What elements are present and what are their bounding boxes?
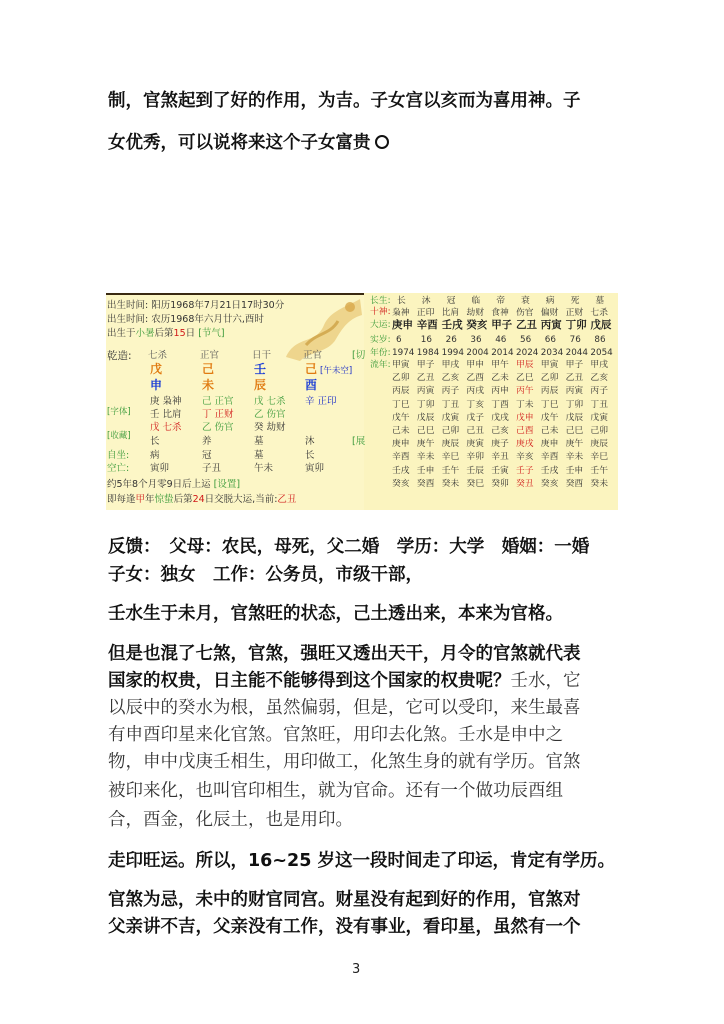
liunian-5-3: 丁未 [516,399,534,410]
liunian-0-0: 甲寅 [392,360,410,370]
shishen-col-5: 伤官 [516,308,534,318]
liunian-3-8: 壬辰 [466,465,484,476]
age-col-3: 36 [470,335,482,345]
changsheng-col-8: 墓 [595,296,605,306]
liunian-5-6: 庚戌 [516,439,534,450]
row-label-changsheng: 长生: [370,296,391,306]
liunian-1-8: 壬申 [416,465,435,476]
god-1: 正官 [200,350,220,361]
liunian-1-3: 丁卯 [416,399,435,410]
year-col-4: 2014 [491,348,514,358]
liunian-0-8: 壬戌 [392,465,410,476]
age-col-0: 6 [396,335,402,345]
liunian-5-4: 戊申 [516,412,534,423]
jiaoyun-a: 即每逢 [107,494,136,505]
liunian-2-7: 辛巳 [441,452,460,463]
para-4-thin-start: 壬水，它 [510,671,581,691]
changsheng-3: 沐 [305,436,315,447]
liunian-5-9: 癸丑 [516,478,534,489]
liunian-2-2: 丙子 [441,386,460,397]
year-col-8: 2054 [590,348,613,358]
liunian-6-6: 庚申 [540,439,559,450]
liunian-4-1: 乙未 [491,373,509,384]
solar-term-day-unit: 日 [185,328,196,339]
liunian-1-6: 庚午 [416,439,435,450]
liunian-6-4: 戊午 [540,412,559,423]
jiaoyun-days: 24 [192,494,205,505]
kongwang-tag: [午未空] [320,366,353,376]
liunian-8-0: 甲戌 [590,360,608,370]
liunian-7-5: 己巳 [565,426,584,436]
liunian-7-9: 癸酉 [565,478,584,489]
liunian-5-8: 壬子 [516,465,534,476]
age-col-8: 86 [594,335,606,345]
circle-glyph [375,135,389,149]
changsheng-col-2: 冠 [446,296,456,306]
stem-2: 壬 [254,362,267,376]
god-0: 七杀 [148,350,168,361]
para-1-line-2 [108,128,618,158]
feedback-line-1: 反馈： 父母：农民，母死，父二婚 学历：大学 婚姻：一婚 [108,537,590,557]
shishen-col-4: 食神 [491,308,509,318]
liunian-4-7: 辛丑 [491,452,509,463]
row-label-liunian: 流年: [370,360,391,370]
year-col-7: 2044 [565,348,588,358]
row-label-shishen: 十神: [370,307,391,317]
age-col-7: 76 [569,335,581,345]
liunian-6-8: 壬戌 [540,465,559,476]
liunian-4-4: 戊戌 [491,412,509,423]
liunian-1-9: 癸酉 [416,478,435,489]
liunian-7-7: 辛未 [565,452,584,463]
year-col-2: 1994 [441,348,464,358]
para-4-line-1: 但是也混了七煞，官煞，强旺又透出天干，月令的官煞就代表 [108,644,581,664]
liunian-8-3: 丁丑 [590,399,608,410]
liunian-2-3: 丁丑 [441,399,460,410]
liunian-8-2: 丙子 [590,386,608,397]
liunian-0-7: 辛酉 [392,452,410,463]
qiyun-text: 约5年8个月零9日后上运 [107,479,211,490]
year-col-1: 1984 [416,348,440,358]
dayun-col-6: 丙寅 [540,319,562,331]
liunian-0-9: 癸亥 [392,478,410,489]
para-4-line-4: 有申酉印星来化官煞。官煞旺，用印去化煞。壬水是申中之 [108,725,563,745]
solar-term-mid: 后第 [154,328,174,339]
year-col-3: 2004 [466,348,489,358]
changsheng-0: 长 [150,436,160,447]
shishen-col-1: 正印 [416,308,435,318]
liunian-2-1: 乙亥 [441,373,460,384]
para-1-line-1: 制，官煞起到了好的作用，为吉。子女宫以亥而为喜用神。子 [108,91,581,111]
liunian-6-2: 丙辰 [540,386,559,397]
liunian-8-5: 己卯 [590,426,608,436]
branch-1: 未 [202,378,215,392]
dayun-col-5: 乙丑 [516,319,537,331]
row-label-age: 实岁: [370,335,391,345]
jiaoyun-after: 后第 [173,494,193,505]
liunian-3-3: 丁亥 [466,399,484,410]
hidden-0-2: 戊 七杀 [254,396,286,407]
jiaoyun-g: 日交脱大运,当前: [204,494,278,505]
bazi-chart-right-panel [370,293,618,498]
liunian-3-5: 己丑 [466,426,484,436]
liunian-5-2: 丙午 [516,386,534,397]
birth-solar: 出生时间: 阳历1968年7月21日17时30分 [107,300,285,311]
zizuo-label: 自坐: [107,450,130,461]
qiyun-line [107,479,240,490]
age-col-5: 56 [520,335,532,345]
para-1-line-2-text: 女优秀，可以说将来这个子女富贵 [108,133,371,153]
branch-2: 辰 [254,378,267,392]
liunian-6-7: 辛酉 [540,452,559,463]
para-4-line-7: 合，酉金，化辰土，也是用印。 [108,810,353,830]
liunian-5-7: 辛亥 [516,452,534,463]
changsheng-1: 养 [202,436,212,447]
liunian-1-2: 丙寅 [416,386,435,397]
kong-0: 寅卯 [150,463,170,474]
changsheng-col-1: 沐 [421,296,431,306]
para-6-line-2: 父亲讲不吉，父亲没有工作，没有事业，看印星，虽然有一个 [108,917,581,937]
dayun-col-2: 壬戌 [441,319,463,331]
liunian-4-2: 丙申 [491,386,509,397]
stem-1: 己 [202,362,215,376]
solar-term-name: 小暑 [135,328,155,339]
para-4-line-2 [108,666,618,696]
liunian-0-2: 丙辰 [392,386,410,397]
hidden-0-0: 庚 枭神 [150,396,182,407]
zizuo-2: 墓 [254,450,264,461]
liunian-8-7: 辛巳 [590,452,608,463]
font-link[interactable]: [字体] [107,407,131,417]
liunian-4-6: 庚子 [491,439,509,450]
age-col-4: 46 [495,335,507,345]
liunian-0-1: 乙卯 [392,373,410,384]
god-2: 日干 [252,350,272,361]
qianzao-label: 乾造: [107,350,132,362]
liunian-3-1: 乙酉 [466,373,484,384]
liunian-8-6: 庚辰 [590,439,608,450]
kongwang-label: 空亡: [107,463,130,474]
shishen-col-2: 比肩 [441,308,460,318]
liunian-4-9: 癸卯 [491,478,509,489]
liunian-2-6: 庚辰 [441,439,460,450]
liunian-8-1: 乙亥 [590,373,608,384]
birth-lunar: 出生时间: 农历1968年六月廿六,酉时 [107,314,264,325]
liunian-7-2: 丙寅 [565,386,584,397]
kong-3: 寅卯 [305,463,325,474]
liunian-3-6: 庚寅 [466,439,484,450]
para-4-bold-tail: 国家的权贵，日主能不能够得到这个国家的权贵呢？ [108,671,511,691]
liunian-0-6: 庚申 [392,439,410,450]
jiaoyun-term: 惊蛰 [154,494,174,505]
liunian-3-2: 丙戌 [466,386,484,397]
kong-1: 子丑 [202,463,222,474]
dayun-col-4: 甲子 [491,319,513,331]
liunian-7-0: 甲子 [565,360,584,370]
zizuo-1: 冠 [202,450,212,461]
liunian-1-0: 甲子 [416,360,435,370]
jiaoyun-stem: 甲 [135,494,146,505]
liunian-2-0: 甲戌 [441,360,460,370]
changsheng-col-4: 帝 [496,296,505,306]
liunian-7-8: 壬申 [565,465,584,476]
shishen-col-8: 七杀 [590,308,608,318]
changsheng-2: 墓 [254,436,264,447]
row-label-year: 年份: [370,348,391,358]
page-number: 3 [352,962,361,977]
dayun-col-1: 辛酉 [416,319,438,331]
liunian-6-5: 己未 [540,426,559,436]
liunian-3-4: 戊子 [466,412,484,423]
side-link-2[interactable]: [展 [352,436,366,447]
liunian-0-4: 戊午 [392,412,410,423]
hidden-1-0: 壬 比肩 [150,409,182,420]
liunian-4-0: 甲午 [491,360,509,370]
year-col-0: 1974 [392,348,415,358]
liunian-3-9: 癸巳 [466,478,484,489]
bazi-chart-left-panel [106,293,364,510]
zizuo-3: 长 [305,450,315,461]
liunian-5-5: 己酉 [516,426,534,436]
liunian-7-6: 庚午 [565,439,584,450]
liunian-2-5: 己卯 [441,426,460,436]
liunian-6-3: 丁巳 [540,399,559,410]
qiyun-settings-link[interactable]: [设置] [213,479,241,490]
dayun-col-3: 癸亥 [466,319,488,331]
age-col-6: 66 [544,335,556,345]
age-col-1: 16 [420,335,432,345]
side-link-1[interactable]: [切 [352,350,366,361]
liunian-8-9: 癸未 [590,478,608,489]
changsheng-col-6: 病 [545,296,555,306]
shishen-col-3: 劫财 [466,308,484,318]
liunian-2-8: 壬午 [441,465,460,476]
shishen-col-0: 枭神 [392,308,410,318]
changsheng-col-3: 临 [471,296,481,306]
liunian-8-4: 戊寅 [590,412,608,423]
changsheng-col-5: 衰 [521,296,530,306]
para-5: 走印旺运。所以，16~25 岁这一段时间走了印运，肯定有学历。 [108,851,615,871]
solar-term-prefix: 出生于 [107,328,136,339]
zizuo-0: 病 [150,450,160,461]
collect-link[interactable]: [收藏] [107,431,131,441]
para-4-line-5: 物，申中戊庚壬相生，用印做工，化煞生身的就有学历。官煞 [108,752,581,772]
jiaoyun-current: 乙丑 [277,494,297,505]
year-col-6: 2034 [540,348,564,358]
liunian-5-1: 乙巳 [516,373,534,384]
liunian-1-4: 戊辰 [416,412,435,423]
solar-term-days: 15 [173,328,186,339]
liunian-6-0: 甲寅 [540,360,559,370]
hidden-2-2: 癸 劫财 [254,422,286,433]
jiaoyun-year: 年 [145,494,155,505]
liunian-3-0: 甲申 [466,360,484,370]
dayun-col-7: 丁卯 [565,319,587,331]
para-4-line-6: 被印来化，也叫官印相生，就为官命。还有一个做功辰酉组 [108,781,563,801]
changsheng-col-0: 长 [397,296,406,306]
solar-term-link[interactable]: [节气] [198,328,225,339]
dayun-col-8: 戊辰 [590,319,612,331]
hidden-0-3: 辛 正印 [305,396,337,407]
liunian-4-5: 己亥 [491,426,509,436]
para-6-line-1: 官煞为忌，未中的财官同宫。财星没有起到好的作用，官煞对 [108,890,581,910]
shishen-col-6: 偏财 [540,308,559,318]
kong-2: 午未 [254,463,274,474]
bazi-chart-image [106,293,618,510]
birth-solar-term [107,328,225,339]
para-3: 壬水生于未月，官煞旺的状态，己土透出来，本来为官格。 [108,604,563,624]
liunian-8-8: 壬午 [590,465,608,476]
hidden-0-1: 己 正官 [202,396,234,407]
branch-0: 申 [150,378,163,392]
feedback-line-2: 子女：独女 工作：公务员，市级干部， [108,565,423,585]
branch-3: 酉 [305,378,318,392]
jiaoyun-line [107,494,296,505]
liunian-2-9: 癸未 [441,478,460,489]
hidden-2-0: 戊 七杀 [150,422,182,433]
liunian-7-3: 丁卯 [565,399,584,410]
liunian-7-4: 戊辰 [565,412,584,423]
hidden-1-2: 乙 伤官 [254,409,286,420]
year-col-5: 2024 [516,348,539,358]
row-label-dayun: 大运: [370,320,391,330]
liunian-0-5: 己未 [392,426,410,436]
dayun-col-0: 庚申 [392,319,413,331]
liunian-1-7: 辛未 [416,452,435,463]
liunian-4-8: 壬寅 [491,465,509,476]
liunian-4-3: 丁酉 [491,399,509,410]
liunian-6-1: 乙卯 [540,373,559,384]
stem-3: 己 [305,362,318,376]
liunian-5-0: 甲辰 [516,360,534,370]
liunian-6-9: 癸亥 [540,478,559,489]
liunian-3-7: 辛卯 [466,452,484,463]
hidden-2-1: 乙 伤官 [202,422,234,433]
stem-0: 戊 [150,362,163,376]
liunian-1-5: 己巳 [416,426,435,436]
liunian-1-1: 乙丑 [416,373,435,384]
liunian-7-1: 乙丑 [565,373,584,384]
age-col-2: 26 [445,335,457,345]
liunian-2-4: 戊寅 [441,412,460,423]
liunian-0-3: 丁巳 [392,399,410,410]
god-3: 正官 [303,350,323,361]
para-4-line-3: 以辰中的癸水为根，虽然偏弱，但是，它可以受印，来生最喜 [108,698,581,718]
shishen-col-7: 正财 [565,308,584,318]
hidden-1-1: 丁 正财 [202,409,234,420]
changsheng-col-7: 死 [570,296,580,306]
